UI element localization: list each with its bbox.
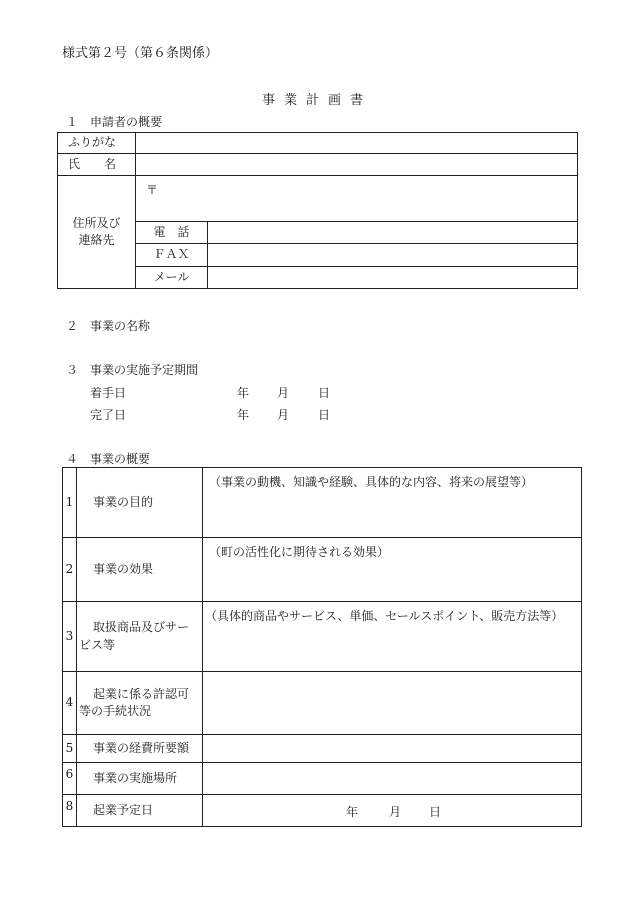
start-month-label: 月: [277, 386, 290, 400]
start-date-field[interactable]: [203, 795, 582, 827]
row-number: 2: [63, 538, 77, 602]
end-year-label: 年: [237, 408, 250, 422]
overview-row: [63, 763, 582, 795]
address-label-line2: 連絡先: [78, 233, 115, 247]
address-contact-label: [58, 176, 136, 289]
fax-label: ＦＡＸ: [136, 244, 208, 267]
document-title: 事業計画書: [262, 93, 373, 108]
end-month-label: 月: [277, 408, 290, 422]
overview-row: [63, 735, 582, 763]
mail-label: メール: [136, 267, 208, 289]
startup-year-label: 年: [346, 805, 359, 819]
row-number: 4: [63, 672, 77, 735]
form-label: 様式第２号（第６条関係）: [62, 46, 219, 61]
row-item-label: 事業の実施場所: [77, 763, 203, 795]
overview-row: [63, 602, 582, 672]
postal-mark: 〒: [146, 183, 159, 197]
section3-heading: ３ 事業の実施予定期間: [66, 363, 199, 377]
furigana-field[interactable]: [136, 133, 578, 154]
row-number: 3: [63, 602, 77, 672]
overview-row: [63, 672, 582, 735]
products-note: （具体的商品やサービス、単価、セールスポイント、販売方法等）: [205, 609, 564, 623]
address-field[interactable]: [136, 176, 578, 222]
name-label: 氏 名: [58, 154, 136, 176]
purpose-note: （事業の動機、知識や経験、具体的な内容、将来の展望等）: [209, 475, 534, 489]
startup-month-label: 月: [389, 805, 402, 819]
products-field[interactable]: [203, 602, 582, 672]
overview-row: [63, 795, 582, 827]
section2-heading: ２ 事業の名称: [66, 319, 151, 333]
overview-row: [63, 538, 582, 602]
row-item-label: 起業に係る許認可 等の手続状況: [77, 672, 203, 735]
row-item-label: 事業の経費所要額: [77, 735, 203, 763]
end-day-label: 日: [318, 408, 331, 422]
row-item-label: 起業予定日: [77, 795, 203, 827]
cost-field[interactable]: [203, 735, 582, 763]
purpose-field[interactable]: [203, 468, 582, 538]
fax-field[interactable]: [208, 244, 578, 267]
startup-day-label: 日: [429, 805, 442, 819]
start-date-label: 着手日: [90, 386, 127, 400]
overview-row: [63, 468, 582, 538]
end-date-label: 完了日: [90, 408, 127, 422]
effect-field[interactable]: [203, 538, 582, 602]
start-year-label: 年: [237, 386, 250, 400]
row-item-label: 事業の目的: [77, 468, 203, 538]
section4-heading: ４ 事業の概要: [66, 452, 151, 466]
phone-label: 電 話: [136, 222, 208, 244]
row-item-label: 事業の効果: [77, 538, 203, 602]
furigana-label: ふりがな: [58, 133, 136, 154]
phone-field[interactable]: [208, 222, 578, 244]
mail-field[interactable]: [208, 267, 578, 289]
row-number: 5: [63, 735, 77, 763]
start-day-label: 日: [318, 386, 331, 400]
effect-note: （町の活性化に期待される効果）: [209, 545, 390, 559]
address-label-line1: 住所及び: [72, 215, 121, 230]
applicant-table: [57, 132, 578, 289]
permits-field[interactable]: [203, 672, 582, 735]
row-item-label: 取扱商品及びサー ビス等: [77, 602, 203, 672]
row-number: 6: [63, 763, 77, 795]
row-number: 8: [63, 795, 77, 827]
row-number: 1: [63, 468, 77, 538]
business-overview-table: [62, 467, 582, 827]
name-field[interactable]: [136, 154, 578, 176]
location-field[interactable]: [203, 763, 582, 795]
section1-heading: １ 申請者の概要: [66, 115, 163, 129]
